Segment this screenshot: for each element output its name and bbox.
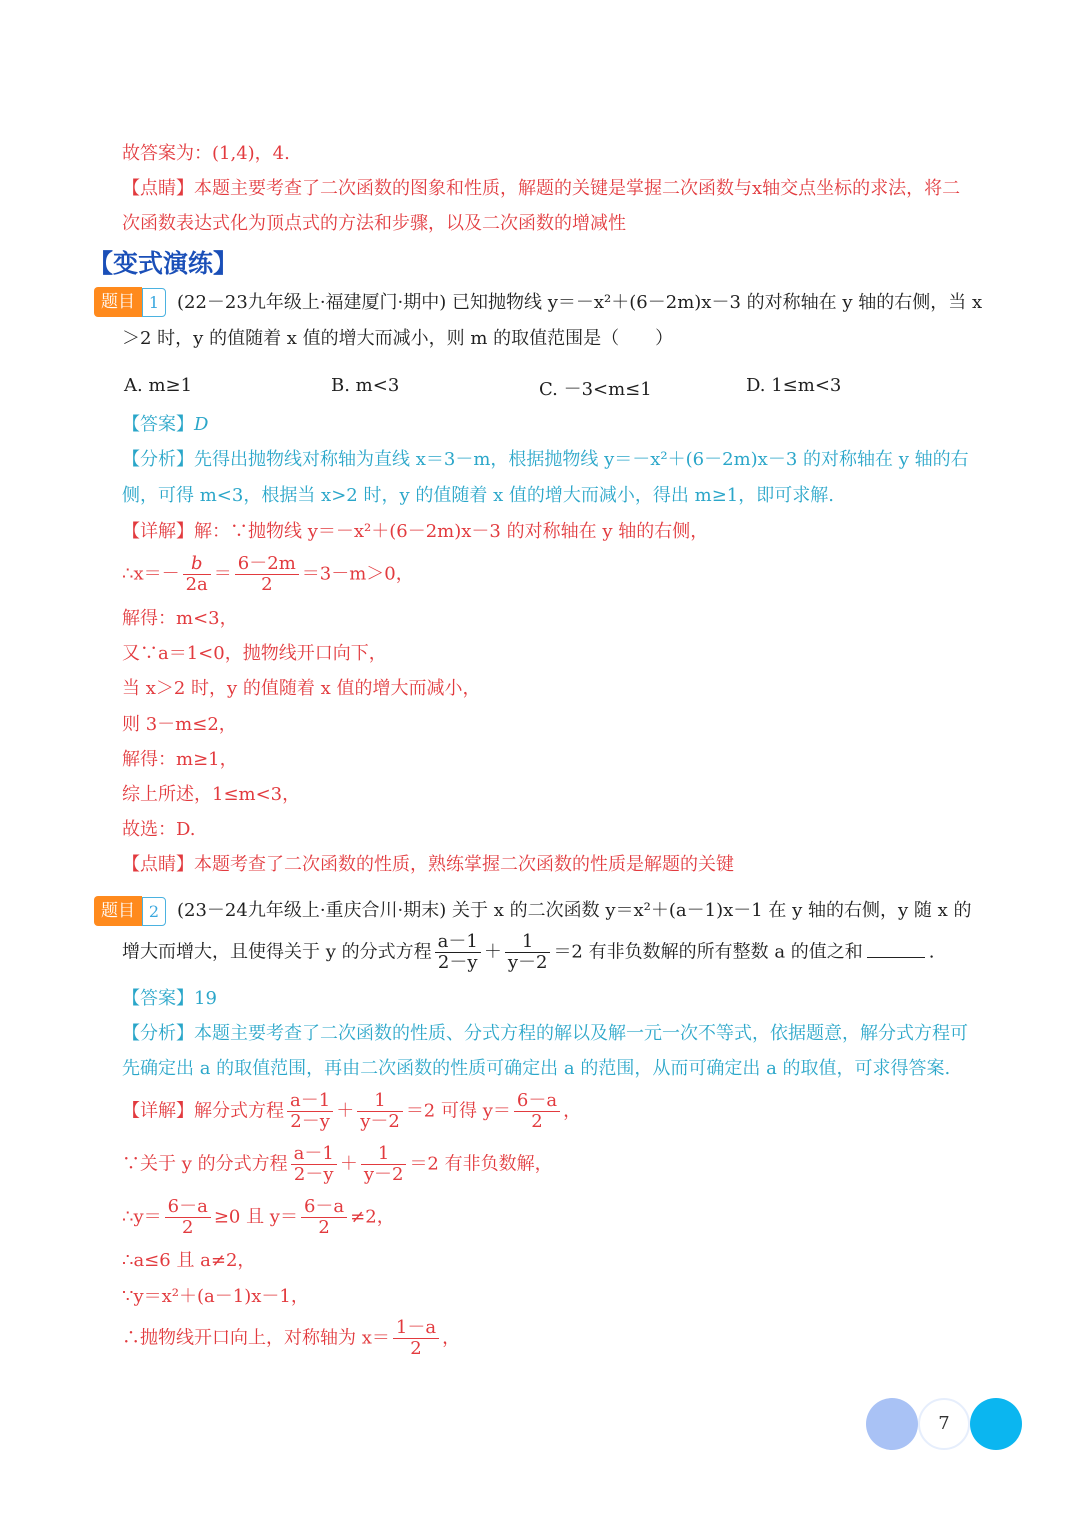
frac-num: 6－2m (235, 554, 299, 575)
fraction-1-over-y-2 (361, 1144, 407, 1185)
frac-num: 1－a (393, 1318, 439, 1339)
q2-detail-4: ∴a≤6 且 a≠2， (122, 1250, 256, 1271)
frac-num: 6－a (514, 1091, 560, 1112)
page-number: 7 (918, 1398, 970, 1450)
fraction-6-a-over-2 (165, 1197, 211, 1238)
q2-stem-line-1: (23－24九年级上·重庆合川·期末) 关于 x 的二次函数 y＝x²＋(a－1)x－1 在 y 轴的右侧，y 随 x 的 (177, 900, 972, 921)
frac-den: 2 (531, 1111, 543, 1132)
frac-num: 6－a (301, 1197, 347, 1218)
q2-detail-3 (122, 1197, 395, 1238)
q2-detail-2 (122, 1144, 553, 1185)
frac-den: 2－y (293, 1164, 334, 1185)
comment-tag: 【点睛】 (122, 854, 194, 875)
q1-answer (122, 416, 208, 434)
comment-line-2: 次函数表达式化为顶点式的方法和步骤，以及二次函数的增减性 (122, 213, 626, 234)
option-c: C. －3<m≤1 (539, 379, 652, 400)
analysis-tag: 【分析】 (122, 1023, 194, 1044)
comment-line-1 (122, 180, 960, 198)
detail-pre: ∴抛物线开口向上，对称轴为 x＝ (122, 1327, 390, 1349)
page-circle-right (970, 1398, 1022, 1450)
option-d: D. 1≤m<3 (746, 375, 842, 396)
q2-detail-1 (122, 1091, 581, 1132)
badge-number: 2 (142, 897, 166, 926)
detail-post: ， (442, 1327, 461, 1349)
fraction-6-a-over-2 (301, 1197, 347, 1238)
detail-pre: ∴y＝ (122, 1206, 162, 1228)
stem-pre: 增大而增大，且使得关于 y 的分式方程 (122, 941, 432, 963)
q1-step: 解得：m<3， (122, 608, 238, 629)
answer-line: 故答案为：(1,4)，4. (122, 143, 290, 164)
q1-stem-line-1: (22－23九年级上·福建厦门·期中) 已知抛物线 y＝－x²＋(6－2m)x－3 的对称轴在 y 轴的右侧，当 x (177, 292, 983, 313)
question-2-badge (94, 896, 166, 926)
answer-tag: 【答案】 (122, 414, 194, 435)
detail-mid: ＝2 可得 y＝ (405, 1100, 511, 1122)
detail-text-1: 解：∵抛物线 y＝－x²＋(6－2m)x－3 的对称轴在 y 轴的右侧， (194, 521, 709, 542)
q2-analysis-1 (122, 1025, 968, 1043)
detail-tag: 【详解】 (122, 521, 194, 542)
frac-den: 2 (181, 1217, 194, 1238)
answer-value: 19 (194, 988, 217, 1009)
frac-den: 2a (185, 574, 208, 595)
q1-step: 综上所述，1≤m<3， (122, 784, 301, 805)
page-circle-left (866, 1398, 918, 1450)
fraction-a-1-over-2-y (291, 1144, 337, 1185)
fraction-1-over-y-2 (357, 1091, 403, 1132)
detail-mid: ＝ (213, 563, 232, 585)
q1-comment (122, 856, 734, 874)
stem-post: ＝2 有非负数解的所有整数 a 的值之和 (553, 941, 863, 963)
frac-den: 2 (261, 574, 273, 595)
detail-mid: ≥0 且 y＝ (213, 1206, 298, 1228)
plus-sign: ＋ (339, 1153, 358, 1175)
plus-sign: ＋ (336, 1100, 355, 1122)
answer-value: D (194, 414, 209, 435)
frac-den: y－2 (363, 1164, 404, 1185)
plus-sign: ＋ (483, 941, 502, 963)
comment-tag: 【点睛】 (122, 178, 194, 199)
frac-num: 1 (357, 1091, 403, 1112)
badge-label: 题目 (94, 287, 142, 317)
detail-pre: 解分式方程 (194, 1100, 284, 1122)
frac-num: 1 (505, 932, 551, 953)
badge-label: 题目 (94, 896, 142, 926)
frac-num: b (183, 554, 211, 575)
frac-num: a－1 (291, 1144, 337, 1165)
q1-step: 故选：D. (122, 819, 196, 840)
option-b: B. m<3 (331, 375, 400, 396)
detail-post: ， (563, 1100, 582, 1122)
q2-detail-5: ∵y＝x²＋(a－1)x－1， (122, 1286, 309, 1307)
analysis-text-1: 本题主要考查了二次函数的性质、分式方程的解以及解一元一次不等式，依据题意，解分式方程可 (194, 1023, 968, 1044)
option-a: A. m≥1 (124, 375, 193, 396)
detail-tag: 【详解】 (122, 1100, 194, 1122)
stem-end: . (928, 941, 935, 963)
q1-analysis-2: 侧，可得 m<3，根据当 x>2 时，y 的值随着 x 值的增大而减小，得出 m≥1，即可求解. (122, 485, 834, 506)
detail-post: ＝2 有非负数解， (409, 1153, 553, 1175)
fraction-a-1-over-2-y (435, 932, 481, 973)
frac-num: 6－a (165, 1197, 211, 1218)
frac-num: 1 (361, 1144, 407, 1165)
frac-num: a－1 (435, 932, 481, 953)
badge-number: 1 (142, 288, 166, 317)
fraction-6-2m-over-2 (235, 554, 299, 595)
q1-step: 则 3－m≤2， (122, 714, 237, 735)
frac-den: 2－y (437, 952, 478, 973)
analysis-tag: 【分析】 (122, 449, 194, 470)
q2-stem-line-2 (122, 932, 935, 973)
section-title: 【变式演练】 (88, 249, 239, 278)
answer-tag: 【答案】 (122, 988, 194, 1009)
detail-post: ＝3－m＞0， (301, 563, 414, 585)
detail-pre: ∴x＝－ (122, 563, 180, 585)
q2-analysis-2: 先确定出 a 的取值范围，再由二次函数的性质可确定出 a 的范围，从而可确定出 a 的取值，可求得答案. (122, 1058, 951, 1079)
frac-den: 2 (410, 1338, 422, 1359)
q1-detail-1 (122, 523, 708, 541)
question-1-badge (94, 287, 166, 317)
q2-detail-6 (122, 1318, 460, 1359)
q1-detail-2 (122, 554, 414, 595)
frac-den: y－2 (360, 1111, 400, 1132)
detail-post: ≠2， (350, 1206, 395, 1228)
q1-stem-line-2: ＞2 时，y 的值随着 x 值的增大而减小，则 m 的取值范围是（ ） (122, 328, 674, 349)
q1-step: 解得：m≥1， (122, 749, 238, 770)
frac-den: 2－y (290, 1111, 330, 1132)
q1-analysis-1 (122, 451, 969, 469)
answer-blank[interactable] (867, 957, 925, 958)
comment-text: 本题考查了二次函数的性质，熟练掌握二次函数的性质是解题的关键 (194, 854, 734, 875)
fraction-b-over-2a (183, 554, 211, 595)
frac-den: 2 (318, 1217, 330, 1238)
detail-pre: ∵关于 y 的分式方程 (122, 1153, 288, 1175)
fraction-6-a-over-2 (514, 1091, 560, 1132)
fraction-a-1-over-2-y (287, 1091, 333, 1132)
frac-den: y－2 (507, 952, 548, 973)
analysis-text-1: 先得出抛物线对称轴为直线 x＝3－m，根据抛物线 y＝－x²＋(6－2m)x－3 的对称轴在 y 轴的右 (194, 449, 969, 470)
fraction-1-a-over-2 (393, 1318, 439, 1359)
fraction-1-over-y-2 (505, 932, 551, 973)
q1-step: 又∵a＝1<0，抛物线开口向下， (122, 643, 387, 664)
comment-text-1: 本题主要考查了二次函数的图象和性质，解题的关键是掌握二次函数与x轴交点坐标的求法，将二 (194, 178, 961, 199)
q2-answer (122, 990, 217, 1008)
q1-step: 当 x＞2 时，y 的值随着 x 值的增大而减小， (122, 678, 481, 699)
frac-num: a－1 (287, 1091, 333, 1112)
